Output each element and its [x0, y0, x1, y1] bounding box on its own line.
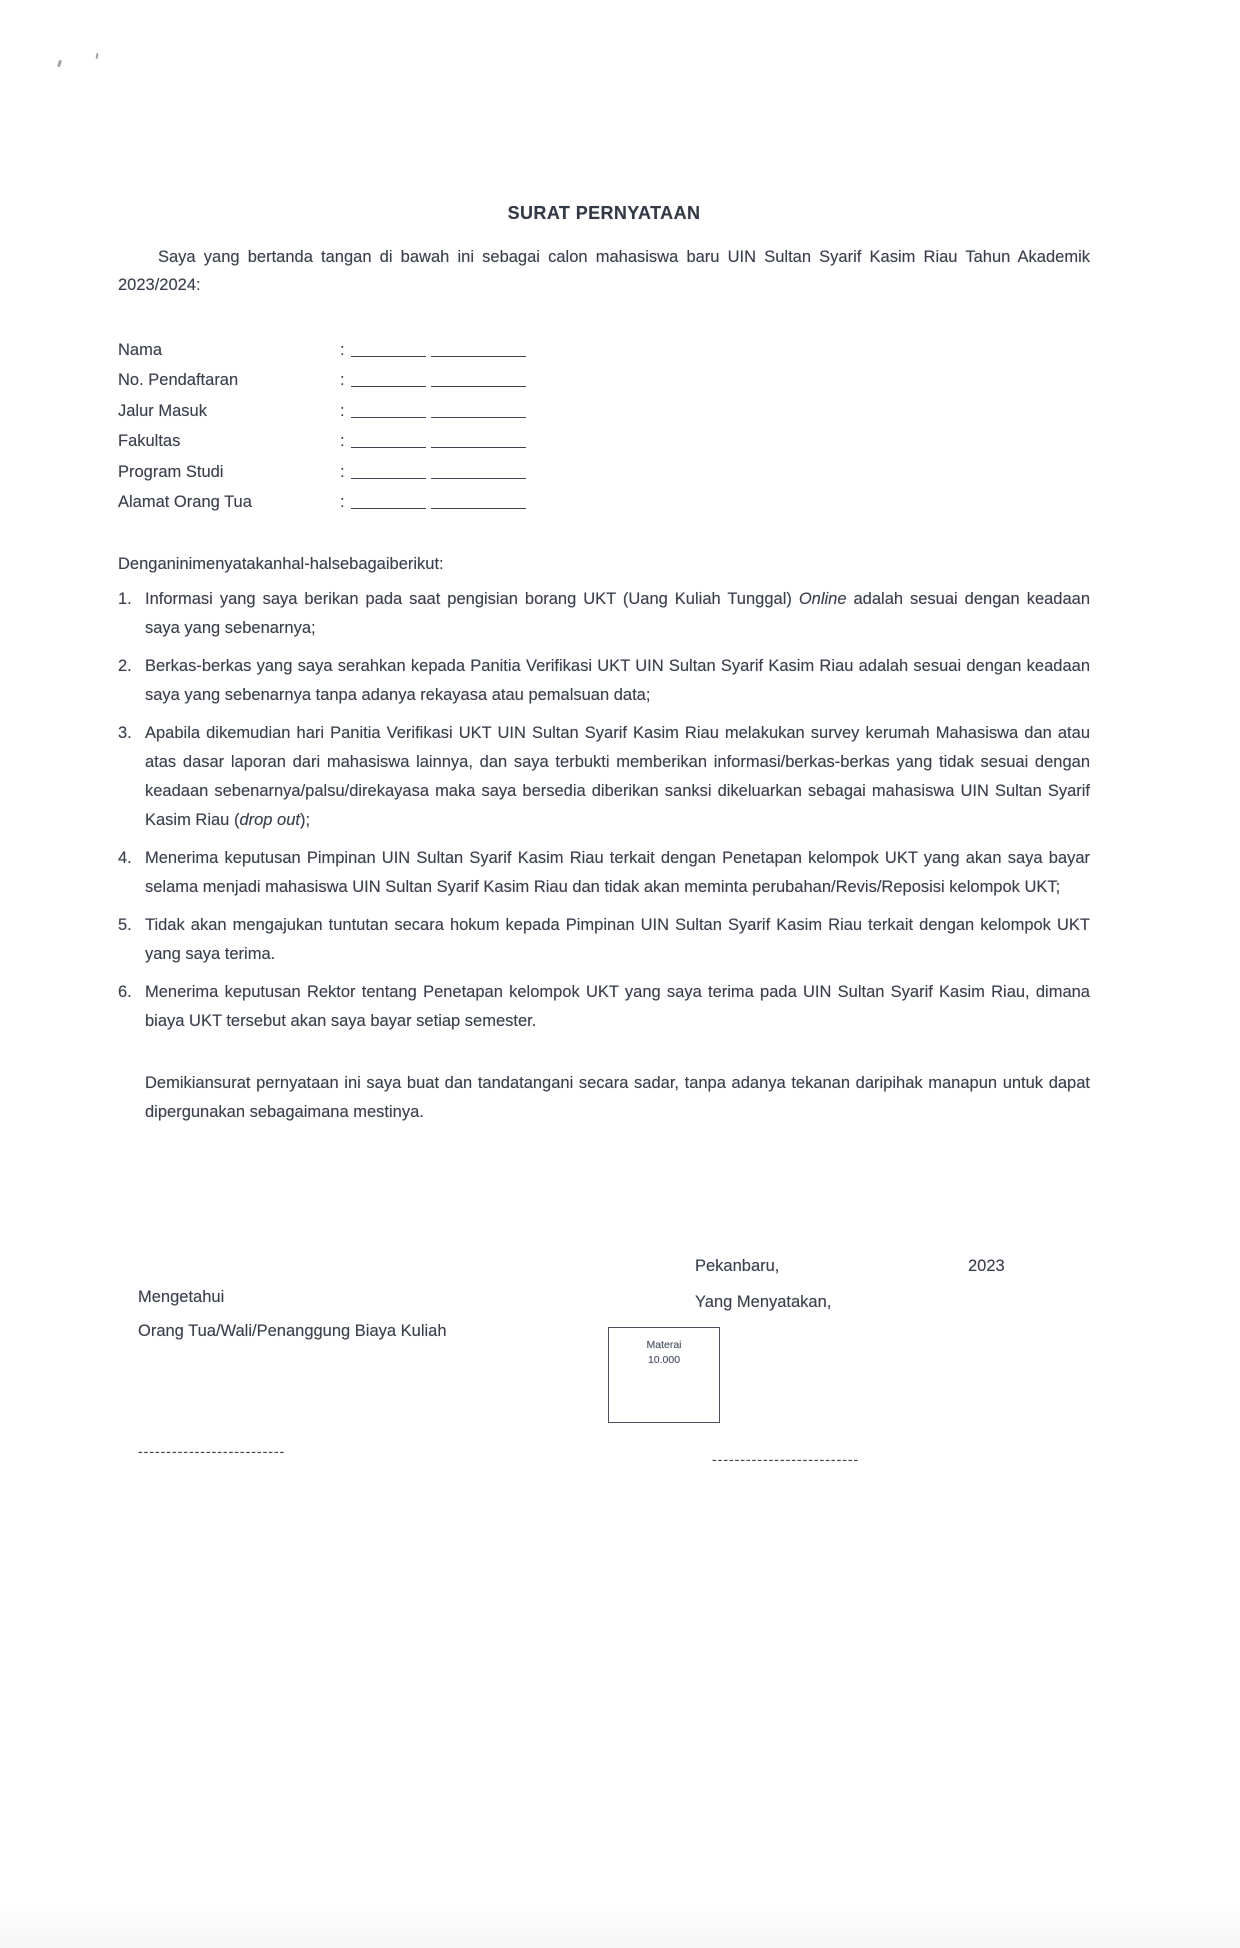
statement-item: [118, 844, 1090, 902]
statement-number: 2.: [118, 657, 132, 675]
field-row-jalur-masuk: [118, 390, 1090, 421]
field-row-fakultas: [118, 421, 1090, 452]
statement-number: 3.: [118, 724, 132, 742]
guardian-label: Orang Tua/Wali/Penanggung Biaya Kuliah: [138, 1322, 447, 1340]
statement-number: 6.: [118, 983, 132, 1001]
blank-underline: [431, 443, 526, 448]
statement-text: Berkas-berkas yang saya serahkan kepada Panitia Verifikasi UKT UIN Sultan Syarif Kasim Riau adalah sesuai dengan keadaan saya yang sebenarnya tanpa adanya rekayasa atau pemalsuan data;: [145, 657, 1090, 704]
blank-underline: [351, 443, 426, 448]
acknowledgement-label: Mengetahui: [138, 1288, 225, 1306]
field-label: Fakultas: [118, 432, 181, 450]
field-blank-line: [351, 507, 526, 512]
field-colon: :: [340, 432, 345, 450]
identity-fields: [118, 329, 1090, 512]
statement-item: [118, 652, 1090, 710]
closing-paragraph: Demikiansurat pernyataan ini saya buat dan tandatangani secara sadar, tanpa adanya tekanan daripihak manapun untuk dapat dipergunakan sebagaimana mestinya.: [145, 1074, 1090, 1121]
statement-number: 1.: [118, 590, 132, 608]
signature-section: [0, 1250, 1240, 1490]
blank-underline: [431, 413, 526, 418]
document-title: SURAT PERNYATAAN: [507, 203, 701, 223]
stamp-duty-box: [608, 1327, 720, 1423]
blank-underline: [351, 504, 426, 509]
stamp-label-line1: Materai: [646, 1339, 682, 1351]
field-row-program-studi: [118, 451, 1090, 482]
scan-speck: [57, 60, 62, 68]
statement-text: Apabila dikemudian hari Panitia Verifikasi UKT UIN Sultan Syarif Kasim Riau melakukan survey kerumah Mahasiswa dan atau atas dasar laporan dari mahasiswa lainnya, dan saya terbukti memberikan informasi/berkas-berkas yang tidak sesuai dengan keadaan sebenarnya/palsu/direkayasa maka saya bersedia diberikan sanksi dikeluarkan sebagai mahasiswa UIN Sultan Syarif Kasim Riau (drop out);: [145, 724, 1090, 829]
scan-smudge: [0, 1902, 1240, 1948]
blank-underline: [431, 474, 526, 479]
field-colon: :: [340, 493, 345, 511]
document-body: [118, 0, 1090, 1127]
blank-underline: [431, 504, 526, 509]
field-label: Alamat Orang Tua: [118, 493, 252, 511]
statement-text: Tidak akan mengajukan tuntutan secara hokum kepada Pimpinan UIN Sultan Syarif Kasim Riau terkait dengan kelompok UKT yang saya terima.: [145, 916, 1090, 963]
field-colon: :: [340, 462, 345, 481]
field-blank-line: [351, 446, 526, 451]
field-colon: :: [340, 340, 345, 359]
statement-item: [118, 978, 1090, 1036]
declarer-label: Yang Menyatakan,: [695, 1293, 832, 1311]
statement-item: [118, 719, 1090, 835]
stamp-label-line2: 10.000: [647, 1354, 681, 1366]
blank-underline: [351, 382, 426, 387]
statement-text: Menerima keputusan Pimpinan UIN Sultan Syarif Kasim Riau terkait dengan Penetapan kelompok UKT yang akan saya bayar selama menjadi mahasiswa UIN Sultan Syarif Kasim Riau dan tidak akan meminta perubahan/Revis/Reposisi kelompok UKT;: [145, 849, 1090, 896]
statement-text: Informasi yang saya berikan pada saat pengisian borang UKT (Uang Kuliah Tunggal) Online adalah sesuai dengan keadaan saya yang sebenarnya;: [145, 590, 1091, 637]
field-row-nama: [118, 329, 1090, 360]
blank-underline: [431, 382, 526, 387]
blank-underline: [351, 413, 426, 418]
field-label: Jalur Masuk: [118, 401, 207, 420]
blank-underline: [431, 352, 526, 357]
scan-speck: [96, 53, 99, 59]
field-label: Nama: [118, 340, 163, 359]
field-label: Program Studi: [118, 462, 224, 481]
field-blank-line: [351, 477, 526, 482]
statement-number: 4.: [118, 849, 132, 867]
intro-paragraph: Saya yang bertanda tangan di bawah ini sebagai calon mahasiswa baru UIN Sultan Syarif Kasim Riau Tahun Akademik 2023/2024:: [118, 248, 1090, 294]
statements-list: [118, 585, 1090, 1036]
field-blank-line: [351, 355, 526, 360]
blank-underline: [351, 474, 426, 479]
field-blank-line: [351, 416, 526, 421]
signature-line-guardian: --------------------------: [138, 1443, 286, 1459]
field-label: No. Pendaftaran: [118, 371, 239, 389]
statement-number: 5.: [118, 916, 132, 934]
signature-place: Pekanbaru,: [695, 1257, 780, 1275]
signature-year: 2023: [968, 1257, 1005, 1275]
field-colon: :: [340, 401, 345, 420]
field-colon: :: [340, 371, 345, 389]
blank-underline: [351, 352, 426, 357]
statement-item: [118, 911, 1090, 969]
signature-line-declarer: --------------------------: [712, 1451, 860, 1467]
field-row-no-pendaftaran: [118, 360, 1090, 391]
field-blank-line: [351, 385, 526, 390]
statement-text: Menerima keputusan Rektor tentang Penetapan kelompok UKT yang saya terima pada UIN Sultan Syarif Kasim Riau, dimana biaya UKT tersebut akan saya bayar setiap semester.: [145, 983, 1090, 1030]
statement-item: [118, 585, 1090, 643]
statements-heading: Denganinimenyatakanhal-halsebagaiberikut:: [118, 555, 444, 573]
field-row-alamat-orang-tua: [118, 482, 1090, 513]
